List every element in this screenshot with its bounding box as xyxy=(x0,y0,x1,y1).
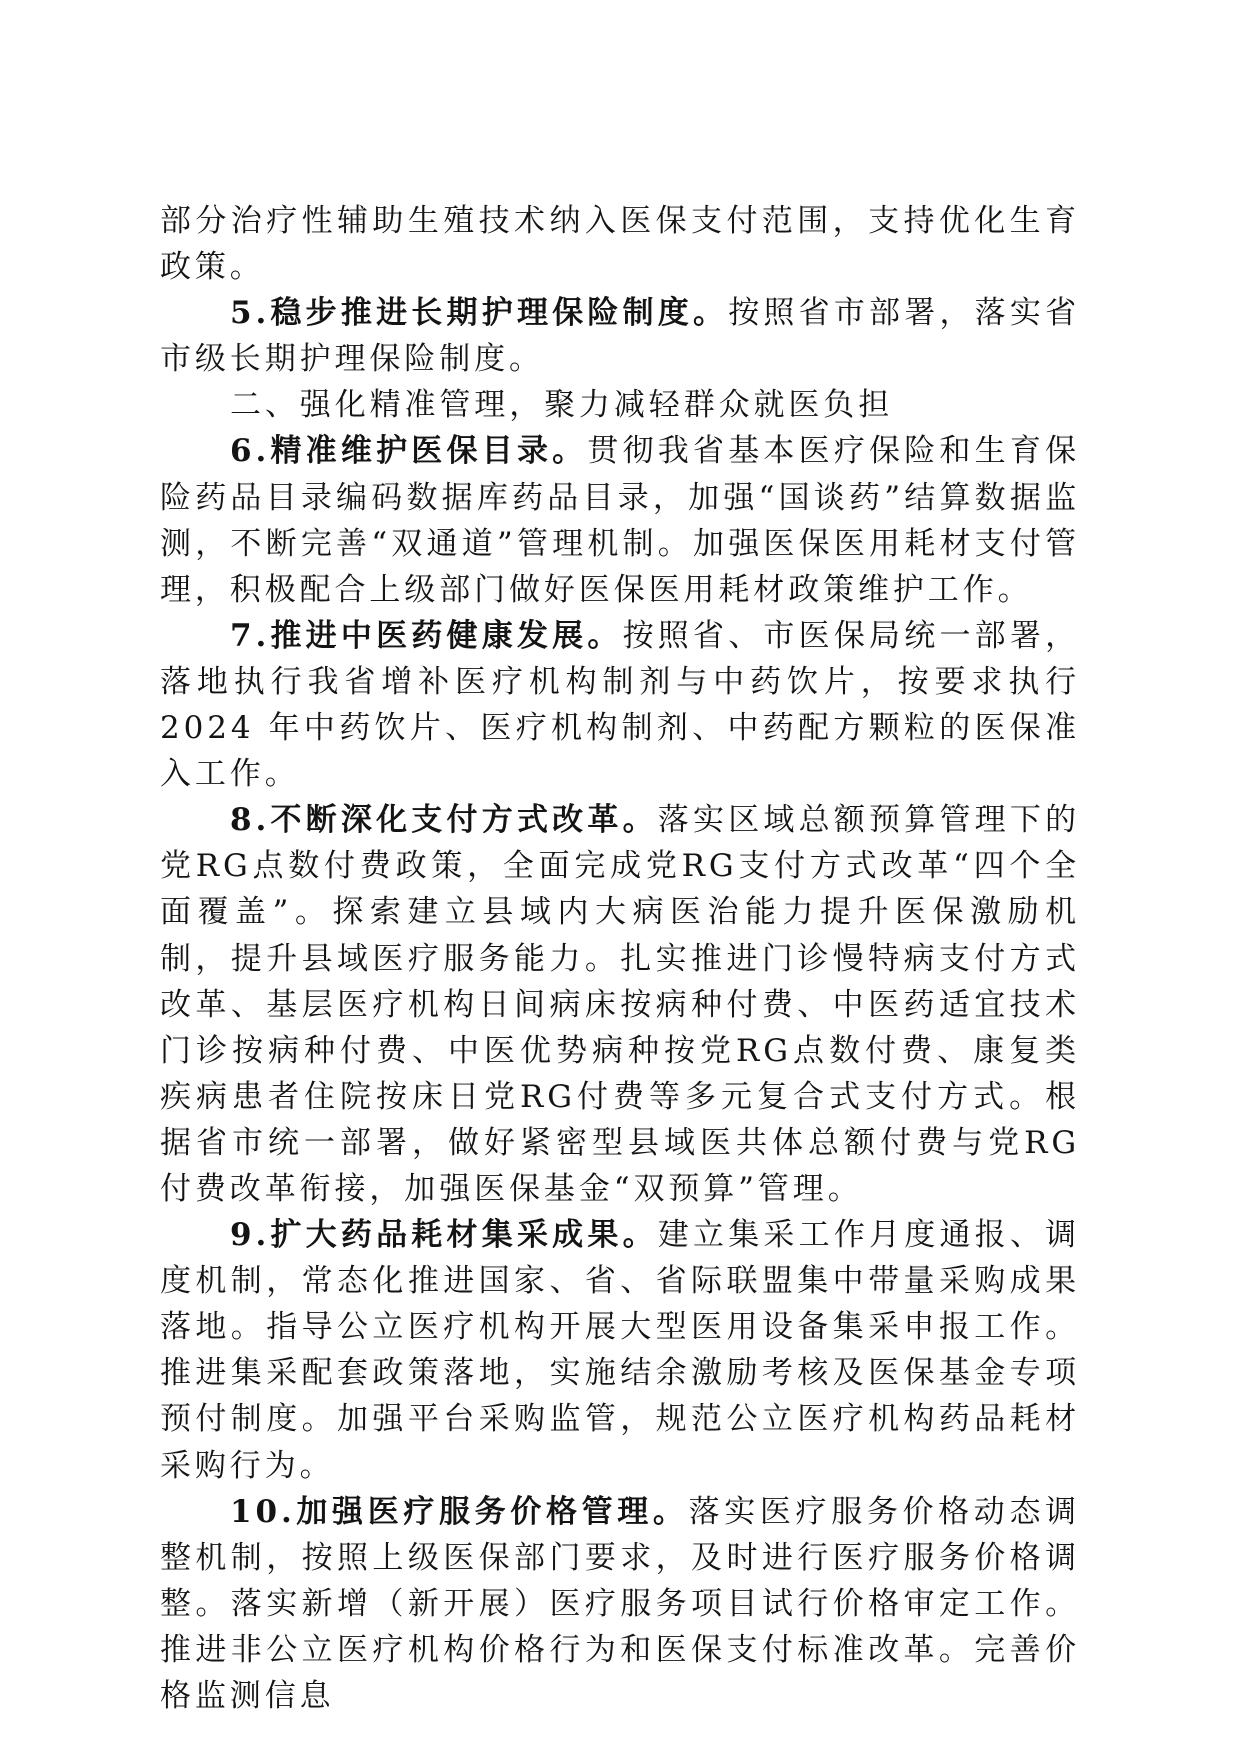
paragraph-text: 落实医疗服务价格动态调整机制，按照上级医保部门要求，及时进行医疗服务价格调整。落实新增（新开展）医疗服务项目试行价格审定工作。推进非公立医疗机构价格行为和医保支付标准改革。完善价格监测信息 xyxy=(160,1493,1081,1714)
paragraph-item-7 xyxy=(160,613,1080,797)
paragraph-text: 按照省、市医保局统一部署，落地执行我省增补医疗机构制剂与中药饮片，按要求执行 2024 年中药饮片、医疗机构制剂、中药配方颗粒的医保准入工作。 xyxy=(160,617,1080,793)
item-heading: 6.精准维护医保目录。 xyxy=(230,433,588,470)
item-heading: 5.稳步推进长期护理保险制度。 xyxy=(230,295,729,332)
paragraph-item-5 xyxy=(160,290,1080,382)
item-heading: 7.推进中医药健康发展。 xyxy=(230,617,623,654)
paragraph-item-8 xyxy=(160,797,1080,1212)
section-heading-2 xyxy=(160,382,1080,428)
paragraph-item-6 xyxy=(160,428,1080,612)
item-heading: 10.加强医疗服务价格管理。 xyxy=(230,1493,689,1530)
paragraph-item-10 xyxy=(160,1489,1080,1719)
paragraph-item-9 xyxy=(160,1212,1080,1489)
paragraph-text: 建立集采工作月度通报、调度机制，常态化推进国家、省、省际联盟集中带量采购成果落地。指导公立医疗机构开展大型医用设备集采申报工作。推进集采配套政策落地，实施结余激励考核及医保基金专项预付制度。加强平台采购监管，规范公立医疗机构药品耗材采购行为。 xyxy=(160,1217,1080,1484)
paragraph-text: 部分治疗性辅助生殖技术纳入医保支付范围，支持优化生育政策。 xyxy=(160,203,1080,286)
paragraph-text: 落实区域总额预算管理下的党RG点数付费政策，全面完成党RG支付方式改革“四个全面覆盖”。探索建立县域内大病医治能力提升医保激励机制，提升县域医疗服务能力。扎实推进门诊慢特病支付方式改革、基层医疗机构日间病床按病种付费、中医药适宜技术门诊按病种付费、中医优势病种按党RG点数付费、康复类疾病患者住院按床日党RG付费等多元复合式支付方式。根据省市统一部署，做好紧密型县域医共体总额付费与党RG付费改革衔接，加强医保基金“双预算”管理。 xyxy=(160,802,1080,1207)
item-heading: 8.不断深化支付方式改革。 xyxy=(230,802,658,839)
section-heading-text: 二、强化精准管理，聚力减轻群众就医负担 xyxy=(230,387,894,424)
paragraph-text: 贯彻我省基本医疗保险和生育保险药品目录编码数据库药品目录，加强“国谈药”结算数据监测，不断完善“双通道”管理机制。加强医保医用耗材支付管理，积极配合上级部门做好医保医用耗材政策维护工作。 xyxy=(160,433,1080,608)
paragraph-text: 按照省市部署，落实省市级长期护理保险制度。 xyxy=(160,295,1080,378)
document-page xyxy=(160,198,1080,1719)
item-heading: 9.扩大药品耗材集采成果。 xyxy=(230,1217,658,1254)
paragraph-continuation xyxy=(160,198,1080,290)
